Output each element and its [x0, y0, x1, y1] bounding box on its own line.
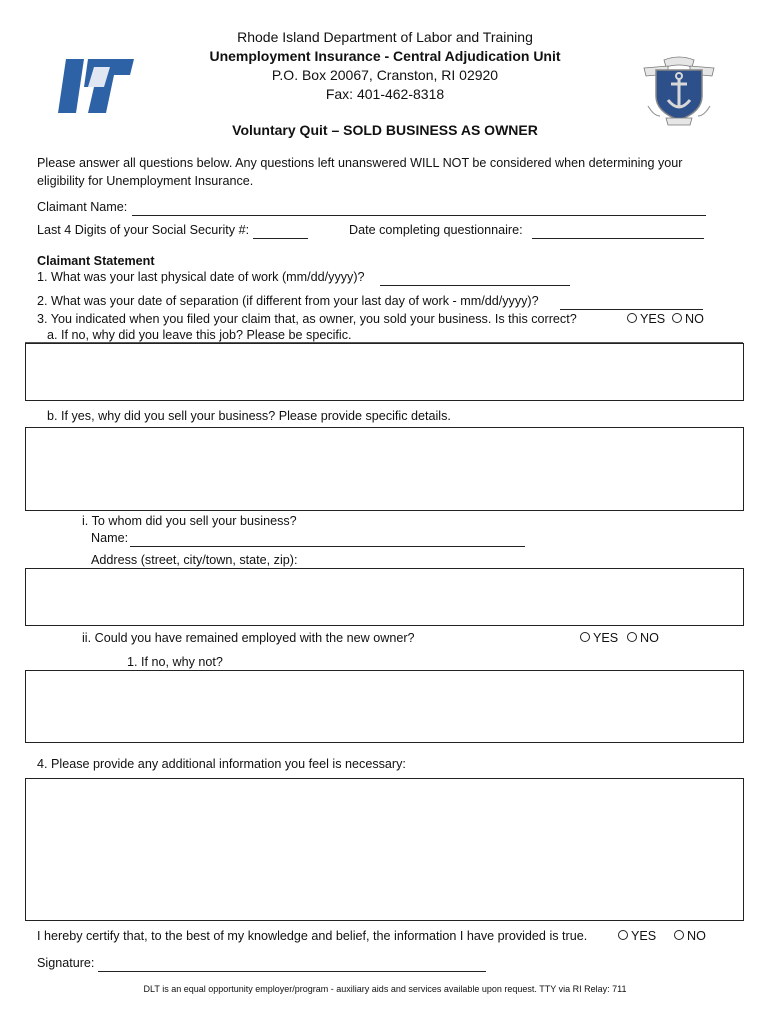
claimant-name-field[interactable]: [132, 201, 706, 219]
signature-field[interactable]: [98, 957, 486, 975]
certify-no-option[interactable]: NO: [674, 929, 706, 943]
intro-text-line1: Please answer all questions below. Any questions left unanswered WILL NOT be considered when determining your: [37, 156, 683, 170]
question-3b: b. If yes, why did you sell your business? Please provide specific details.: [47, 409, 451, 423]
certification-text: I hereby certify that, to the best of my knowledge and belief, the information I have provided is true.: [37, 929, 588, 943]
q3a-answer-box[interactable]: [25, 343, 744, 401]
agency-fax: Fax: 401-462-8318: [325, 86, 445, 102]
question-4: 4. Please provide any additional information you feel is necessary:: [37, 757, 406, 771]
signature-label: Signature:: [37, 956, 95, 970]
form-title: Voluntary Quit – SOLD BUSINESS AS OWNER: [232, 122, 538, 138]
radio-icon[interactable]: [627, 313, 637, 323]
question-2: 2. What was your date of separation (if different from your last day of work - mm/dd/yyyy)?: [37, 294, 539, 308]
separation-date-field[interactable]: [560, 295, 703, 313]
question-1: 1. What was your last physical date of work (mm/dd/yyyy)?: [37, 270, 365, 284]
ssn-field[interactable]: [253, 224, 308, 242]
claimant-name-label: Claimant Name:: [37, 200, 128, 214]
radio-icon[interactable]: [627, 632, 637, 642]
q3bii1-answer-box[interactable]: [25, 670, 744, 743]
ssn-label: Last 4 Digits of your Social Security #:: [37, 223, 250, 237]
buyer-name-label: Name:: [91, 531, 129, 545]
additional-info-box[interactable]: [25, 778, 744, 921]
agency-address: P.O. Box 20067, Cranston, RI 02920: [271, 67, 499, 83]
q3-no-option[interactable]: NO: [672, 312, 704, 326]
radio-icon[interactable]: [674, 930, 684, 940]
agency-name: Rhode Island Department of Labor and Training: [237, 29, 533, 45]
radio-icon[interactable]: [672, 313, 682, 323]
certify-yes-option[interactable]: YES: [618, 929, 656, 943]
section-title: Claimant Statement: [37, 254, 155, 268]
q3b-answer-box[interactable]: [25, 427, 744, 511]
q3bii-no-option[interactable]: NO: [627, 631, 659, 645]
buyer-name-field[interactable]: [130, 532, 525, 550]
buyer-address-label: Address (street, city/town, state, zip):: [91, 553, 298, 567]
state-seal: [642, 54, 716, 126]
question-3: 3. You indicated when you filed your claim that, as owner, you sold your business. Is this correct?: [37, 312, 577, 326]
question-3b-ii-1: 1. If no, why not?: [127, 655, 223, 669]
question-3b-i: i. To whom did you sell your business?: [82, 514, 297, 528]
unit-name: Unemployment Insurance - Central Adjudication Unit: [209, 48, 561, 64]
date-completing-field[interactable]: [532, 224, 704, 242]
buyer-address-box[interactable]: [25, 568, 744, 626]
date-completing-label: Date completing questionnaire:: [349, 223, 523, 237]
last-work-date-field[interactable]: [380, 271, 570, 289]
question-3b-ii: ii. Could you have remained employed with the new owner?: [82, 631, 415, 645]
radio-icon[interactable]: [618, 930, 628, 940]
question-3a: a. If no, why did you leave this job? Please be specific.: [47, 328, 352, 342]
intro-text-line2: eligibility for Unemployment Insurance.: [37, 174, 254, 188]
footer-text: DLT is an equal opportunity employer/program - auxiliary aids and services available upon request. TTY via RI Relay: 711: [143, 984, 627, 994]
q3bii-yes-option[interactable]: YES: [580, 631, 618, 645]
q3-yes-option[interactable]: YES: [627, 312, 665, 326]
radio-icon[interactable]: [580, 632, 590, 642]
